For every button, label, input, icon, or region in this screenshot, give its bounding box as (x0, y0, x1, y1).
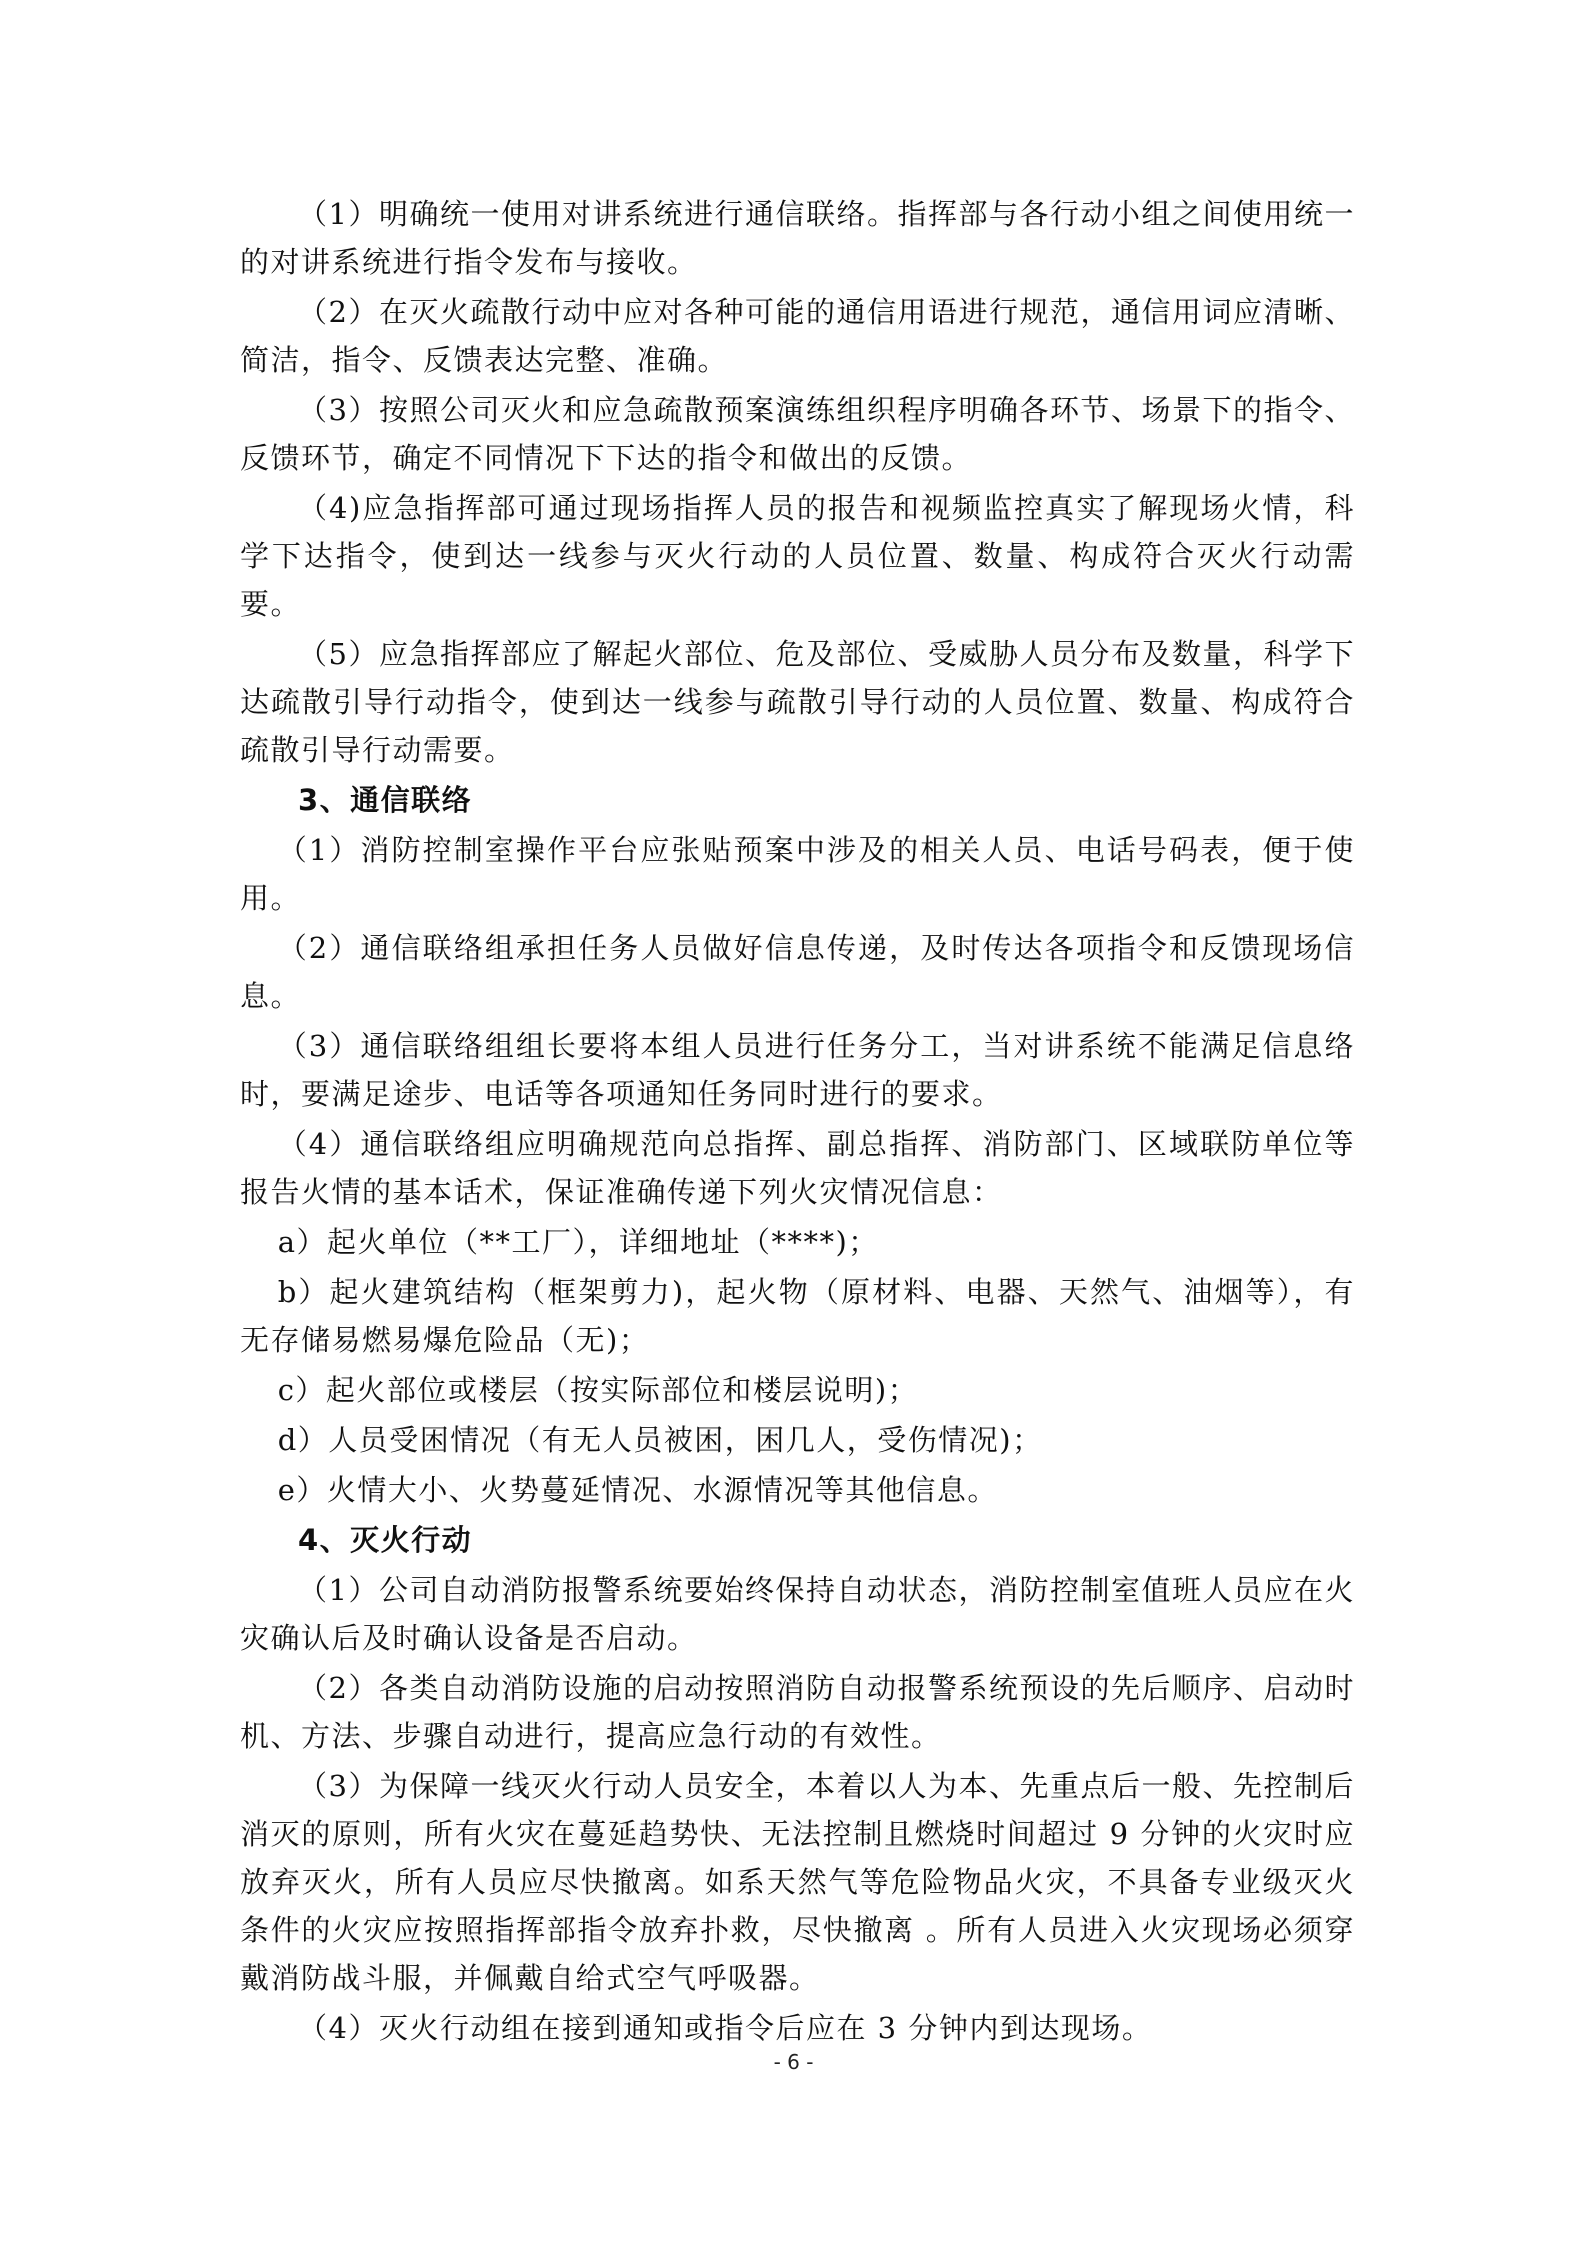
paragraph: （4)应急指挥部可通过现场指挥人员的报告和视频监控真实了解现场火情，科学下达指令，使到达一线参与灭火行动的人员位置、数量、构成符合灭火行动需要。 (240, 491, 1355, 621)
list-item: e）火情大小、火势蔓延情况、水源情况等其他信息。 (277, 1473, 998, 1507)
paragraph: （1）公司自动消防报警系统要始终保持自动状态，消防控制室值班人员应在火灾确认后及时确认设备是否启动。 (240, 1573, 1355, 1655)
paragraph: （3）通信联络组组长要将本组人员进行任务分工，当对讲系统不能满足信息络时，要满足途步、电话等各项通知任务同时进行的要求。 (240, 1029, 1355, 1111)
section-heading: 3、通信联络 (298, 783, 473, 817)
paragraph: （5）应急指挥部应了解起火部位、危及部位、受威胁人员分布及数量，科学下达疏散引导行动指令，使到达一线参与疏散引导行动的人员位置、数量、构成符合疏散引导行动需要。 (240, 637, 1355, 767)
paragraph: （2）各类自动消防设施的启动按照消防自动报警系统预设的先后顺序、启动时机、方法、步骤自动进行，提高应急行动的有效性。 (240, 1671, 1355, 1753)
paragraph: （2）通信联络组承担任务人员做好信息传递，及时传达各项指令和反馈现场信息。 (240, 931, 1355, 1013)
paragraph: （1）明确统一使用对讲系统进行通信联络。指挥部与各行动小组之间使用统一的对讲系统进行指令发布与接收。 (240, 197, 1355, 279)
paragraph: （2）在灭火疏散行动中应对各种可能的通信用语进行规范，通信用词应清晰、简洁，指令、反馈表达完整、准确。 (240, 295, 1355, 377)
paragraph: （3）按照公司灭火和应急疏散预案演练组织程序明确各环节、场景下的指令、反馈环节，确定不同情况下下达的指令和做出的反馈。 (240, 393, 1355, 475)
section-heading: 4、灭火行动 (298, 1523, 473, 1557)
page-number: - 6 - (773, 2050, 814, 2074)
list-item: d）人员受困情况（有无人员被困，困几人，受伤情况)； (277, 1423, 1043, 1457)
list-item: a）起火单位（**工厂），详细地址（****)； (277, 1225, 879, 1259)
paragraph: （4）通信联络组应明确规范向总指挥、副总指挥、消防部门、区域联防单位等报告火情的基本话术，保证准确传递下列火灾情况信息： (240, 1127, 1355, 1209)
paragraph: （3）为保障一线灭火行动人员安全，本着以人为本、先重点后一般、先控制后消灭的原则，所有火灾在蔓延趋势快、无法控制且燃烧时间超过 9 分钟的火灾时应放弃灭火，所有人员应尽快撤离。如系天然气等危险物品火灾，不具备专业级灭火条件的火灾应按照指挥部指令放弃扑救，尽快撤离 。所有人员进入火灾现场必须穿戴消防战斗服，并佩戴自给式空气呼吸器。 (240, 1769, 1355, 1995)
list-item: b）起火建筑结构（框架剪力)，起火物（原材料、电器、天然气、油烟等），有无存储易燃易爆危险品（无)； (240, 1275, 1355, 1357)
paragraph: （4）灭火行动组在接到通知或指令后应在 3 分钟内到达现场。 (298, 2011, 1153, 2045)
paragraph: （1）消防控制室操作平台应张贴预案中涉及的相关人员、电话号码表，便于使用。 (240, 833, 1355, 915)
list-item: c）起火部位或楼层（按实际部位和楼层说明)； (277, 1373, 919, 1407)
document-body (240, 190, 1355, 2054)
